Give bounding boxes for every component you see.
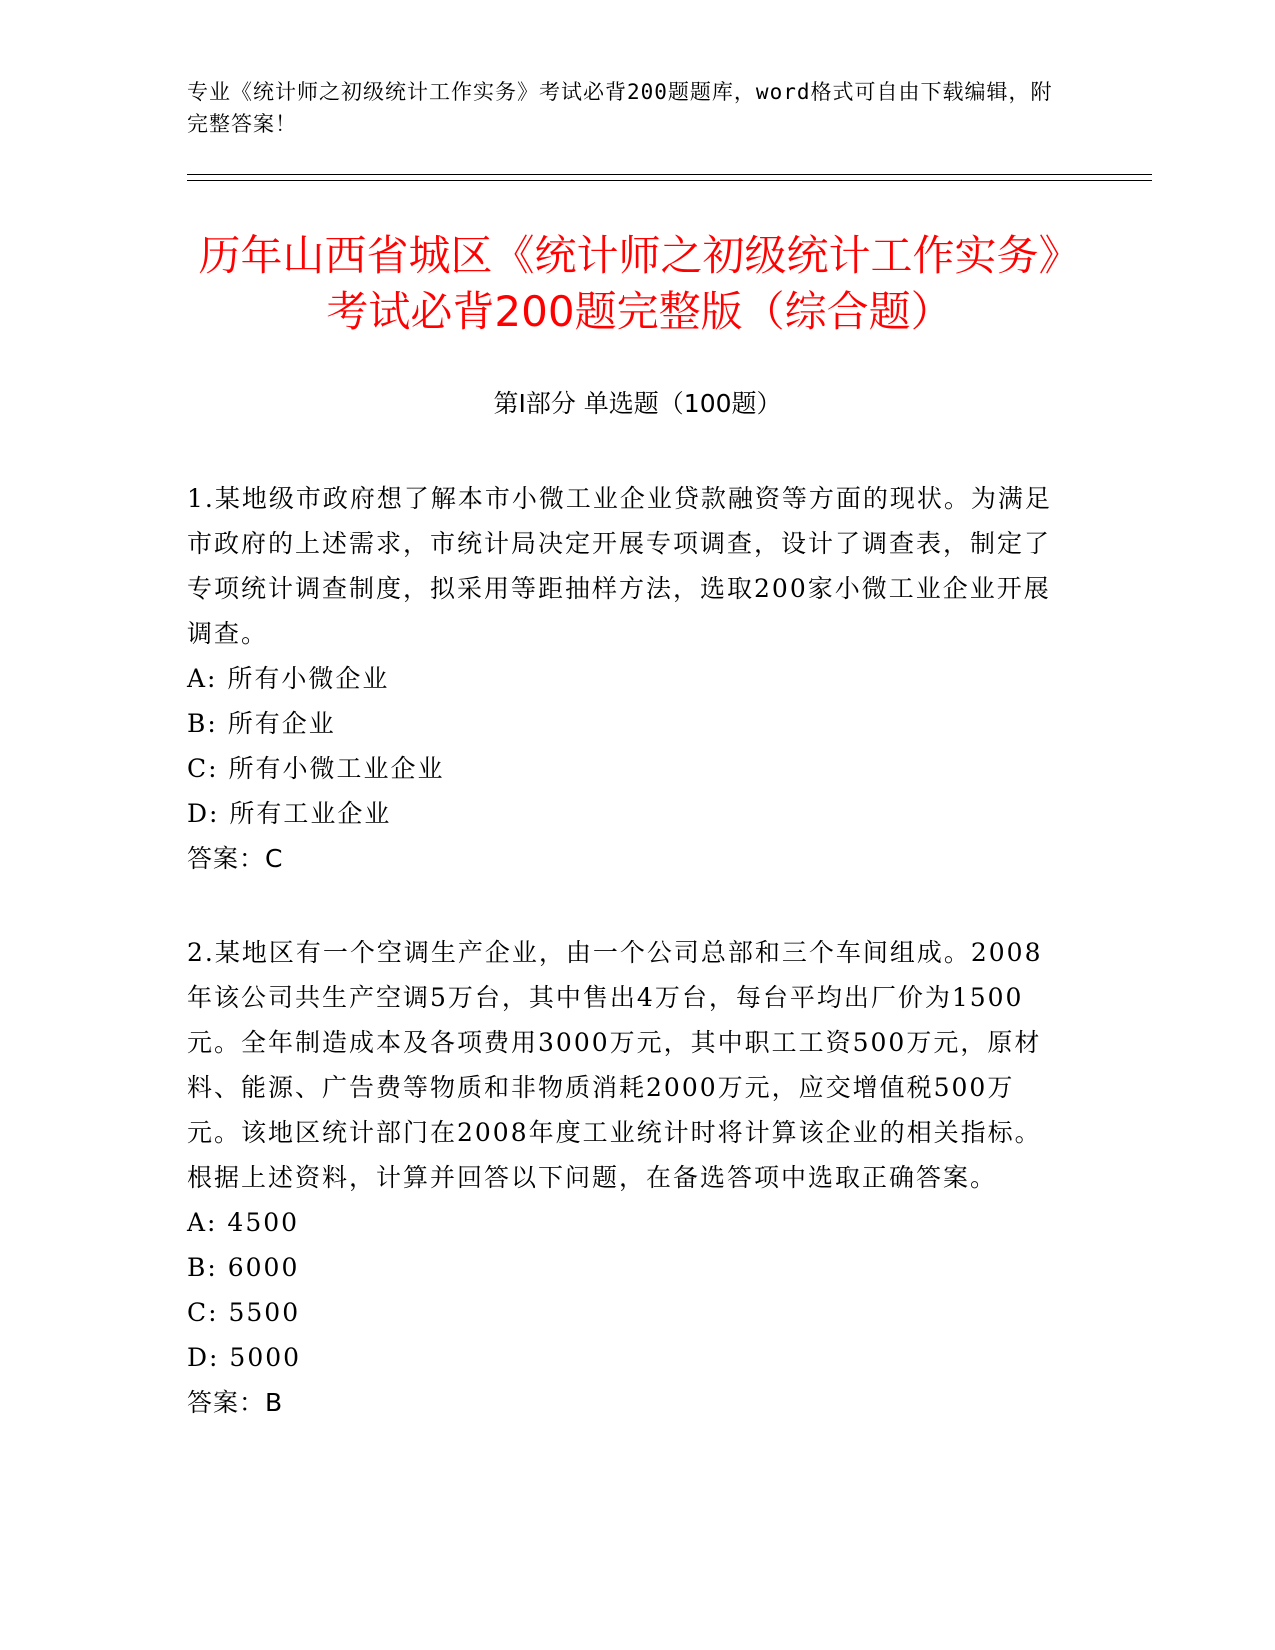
header-divider-top — [187, 174, 1152, 175]
document-title: 历年山西省城区《统计师之初级统计工作实务》考试必背200题完整版（综合题） — [198, 231, 1081, 336]
question-text: 2.某地区有一个空调生产企业，由一个公司总部和三个车间组成。2008年该公司共生产空调5万台，其中售出4万台，每台平均出厂价为1500元。全年制造成本及各项费用3000万元，其中职工工资500万元，原材料、能源、广告费等物质和非物质消耗2000万元，应交增值税500万元。该地区统计部门在2008年度工业统计时将计算该企业的相关指标。根据上述资料，计算并回答以下问题，在备选答项中选取正确答案。 — [187, 938, 1043, 1192]
option-list — [187, 1200, 1067, 1380]
option-d: D: 所有工业企业 — [187, 799, 392, 828]
header-note: 专业《统计师之初级统计工作实务》考试必背200题题库，word格式可自由下载编辑，附完整答案！ — [187, 80, 1053, 136]
question-2 — [187, 930, 1067, 1425]
section-title: 第Ⅰ部分 单选题（100题） — [493, 389, 782, 418]
option-c: C: 所有小微工业企业 — [187, 754, 445, 783]
answer-text: 答案：B — [187, 1388, 284, 1417]
option-d: D: 5000 — [187, 1343, 302, 1372]
question-text: 1.某地级市政府想了解本市小微工业企业贷款融资等方面的现状。为满足市政府的上述需求，市统计局决定开展专项调查，设计了调查表，制定了专项统计调查制度，拟采用等距抽样方法，选取200家小微工业企业开展调查。 — [187, 484, 1052, 648]
option-a: A: 4500 — [187, 1208, 300, 1237]
option-b: B: 所有企业 — [187, 709, 336, 738]
question-1 — [187, 476, 1067, 881]
answer-text: 答案：C — [187, 844, 284, 873]
option-list — [187, 656, 1067, 836]
option-a: A: 所有小微企业 — [187, 664, 390, 693]
option-c: C: 5500 — [187, 1298, 301, 1327]
header-divider-bottom — [187, 180, 1152, 181]
option-b: B: 6000 — [187, 1253, 300, 1282]
